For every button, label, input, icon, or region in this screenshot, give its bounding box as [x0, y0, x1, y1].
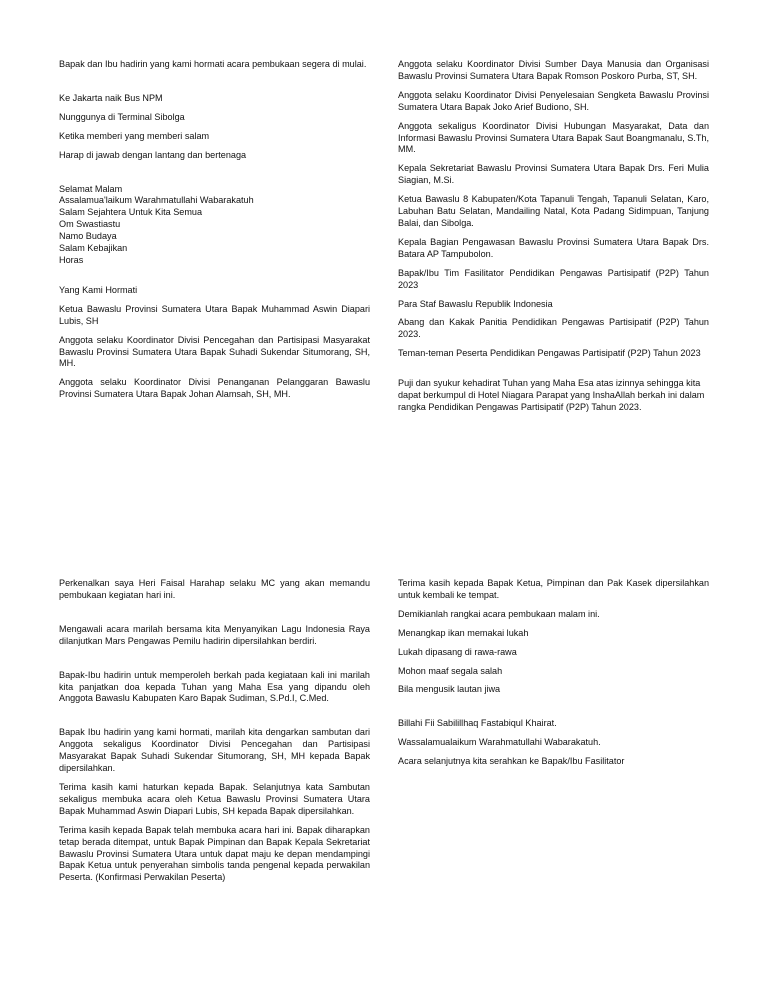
- guest-entry: Ketua Bawaslu Provinsi Sumatera Utara Bapak Muhammad Aswin Diapari Lubis, SH: [59, 303, 370, 326]
- bottom-left-column: [59, 578, 370, 884]
- pantun-line: Nunggunya di Terminal Sibolga: [59, 111, 185, 122]
- pantun-line: Harap di jawab dengan lantang dan bertenaga: [59, 149, 247, 160]
- closing-line: Acara selanjutnya kita serahkan ke Bapak/Ibu Fasilitator: [398, 756, 625, 767]
- greetings-block: Selamat Malam Assalamua'laikum Warahmatullahi Wabarakatuh Salam Sejahtera Untuk Kita Semua Om Swastiastu Namo Budaya Salam Kebajikan Horas: [59, 183, 254, 265]
- guest-entry: Kepala Sekretariat Bawaslu Provinsi Sumatera Utara Bapak Drs. Feri Mulia Siagian, M.Si.: [398, 163, 709, 186]
- guest-entry: Kepala Bagian Pengawasan Bawaslu Provinsi Sumatera Utara Bapak Drs. Batara AP Tampubolon.: [398, 236, 709, 259]
- bottom-right-column: [398, 578, 709, 768]
- guest-entry: Bapak/Ibu Tim Fasilitator Pendidikan Pengawas Partisipatif (P2P) Tahun 2023: [398, 267, 709, 290]
- guest-entry: Anggota selaku Koordinator Divisi Pencegahan dan Partisipasi Masyarakat Bawaslu Provinsi Sumatera Utara Bapak Suhadi Sukendar Situmorang, SH, MH.: [59, 334, 370, 369]
- guest-entry: Para Staf Bawaslu Republik Indonesia: [398, 298, 553, 309]
- guest-entry: Anggota selaku Koordinator Divisi Penyelesaian Sengketa Bawaslu Provinsi Sumatera Utara Bapak Joko Arief Budiono, SH.: [398, 89, 709, 112]
- guest-entry: Anggota selaku Koordinator Divisi Penanganan Pelanggaran Bawaslu Provinsi Sumatera Utara Bapak Johan Alamsah, SH, MH.: [59, 377, 370, 400]
- guest-entry: Anggota sekaligus Koordinator Divisi Hubungan Masyarakat, Data dan Informasi Bawaslu Provinsi Sumatera Utara Bapak Saut Boangmanalu, S.Th, MM.: [398, 120, 709, 155]
- pantun-line: Bila mengusik lautan jiwa: [398, 684, 501, 695]
- top-left-column: [59, 59, 370, 401]
- guest-entry: Abang dan Kakak Panitia Pendidikan Pengawas Partisipatif (P2P) Tahun 2023.: [398, 317, 709, 340]
- pantun-line: Ke Jakarta naik Bus NPM: [59, 92, 163, 103]
- paragraph: Terima kasih kepada Bapak telah membuka acara hari ini. Bapak diharapkan tetap berada ditempat, untuk Bapak Pimpinan dan Bapak Kepala Sekretariat Bawaslu Provinsi Sumatera Utara untuk dapat maju ke depan mendampingi Bapak Ketua untuk penyerahan simbolis tanda pengenal kepada perwakilan Peserta. (Konfirmasi Perwakilan Peserta): [59, 824, 370, 883]
- paragraph: Puji dan syukur kehadirat Tuhan yang Maha Esa atas izinnya sehingga kita dapat berkumpul di Hotel Niagara Parapat yang InshaAllah berkah ini dalam rangka Pendidikan Pengawas Partisipatif (P2P) Tahun 2023.: [398, 378, 705, 412]
- paragraph: Bapak-Ibu hadirin untuk memperoleh berkah pada kegiataan kali ini marilah kita panjatkan doa kepada Tuhan yang Maha Esa yang dipandu oleh Anggota Bawaslu Kabupaten Karo Bapak Sudiman, S.Pd.I, C.Med.: [59, 669, 370, 704]
- paragraph: Bapak dan Ibu hadirin yang kami hormati acara pembukaan segera di mulai.: [59, 59, 367, 69]
- closing-line: Wassalamualaikum Warahmatullahi Wabarakatuh.: [398, 737, 601, 748]
- pantun-line: Lukah dipasang di rawa-rawa: [398, 646, 517, 657]
- paragraph: Terima kasih kami haturkan kepada Bapak. Selanjutnya kata Sambutan sekaligus membuka acara oleh Ketua Bawaslu Provinsi Sumatera Utara Bapak Muhammad Aswin Diapari Lubis, SH kepada Bapak dipersilahkan.: [59, 781, 370, 816]
- paragraph: Terima kasih kepada Bapak Ketua, Pimpinan dan Pak Kasek dipersilahkan untuk kembali ke tempat.: [398, 578, 709, 600]
- paragraph: Demikianlah rangkai acara pembukaan malam ini.: [398, 608, 600, 619]
- guest-entry: Ketua Bawaslu 8 Kabupaten/Kota Tapanuli Tengah, Tapanuli Selatan, Karo, Labuhan Batu Selatan, Mandailing Natal, Kota Padang Sidimpuan, Tanjung Balai, dan Sibolga.: [398, 194, 709, 228]
- top-right-column: [398, 59, 709, 414]
- section-heading: Yang Kami Hormati: [59, 284, 138, 295]
- paragraph: Bapak Ibu hadirin yang kami hormati, marilah kita dengarkan sambutan dari Anggota sekaligus Koordinator Divisi Pencegahan dan Partisipasi Masyarakat Bapak Suhadi Sukendar Situmorang, SH, MH kepada Bapak dipersilahkan.: [59, 727, 370, 774]
- guest-entry: Teman-teman Peserta Pendidikan Pengawas Partisipatif (P2P) Tahun 2023: [398, 348, 701, 359]
- paragraph: Mengawali acara marilah bersama kita Menyanyikan Lagu Indonesia Raya dilanjutkan Mars Pengawas Pemilu hadirin dipersilahkan berdiri.: [59, 623, 370, 646]
- closing-line: Billahi Fii Sabilillhaq Fastabiqul Khairat.: [398, 718, 557, 729]
- guest-entry: Anggota selaku Koordinator Divisi Sumber Daya Manusia dan Organisasi Bawaslu Provinsi Sumatera Utara Bapak Romson Poskoro Purba, ST, SH.: [398, 59, 709, 81]
- pantun-line: Menangkap ikan memakai lukah: [398, 627, 529, 638]
- pantun-line: Mohon maaf segala salah: [398, 665, 503, 676]
- paragraph: Perkenalkan saya Heri Faisal Harahap selaku MC yang akan memandu pembukaan kegiatan hari ini.: [59, 578, 370, 600]
- pantun-line: Ketika memberi yang memberi salam: [59, 130, 210, 141]
